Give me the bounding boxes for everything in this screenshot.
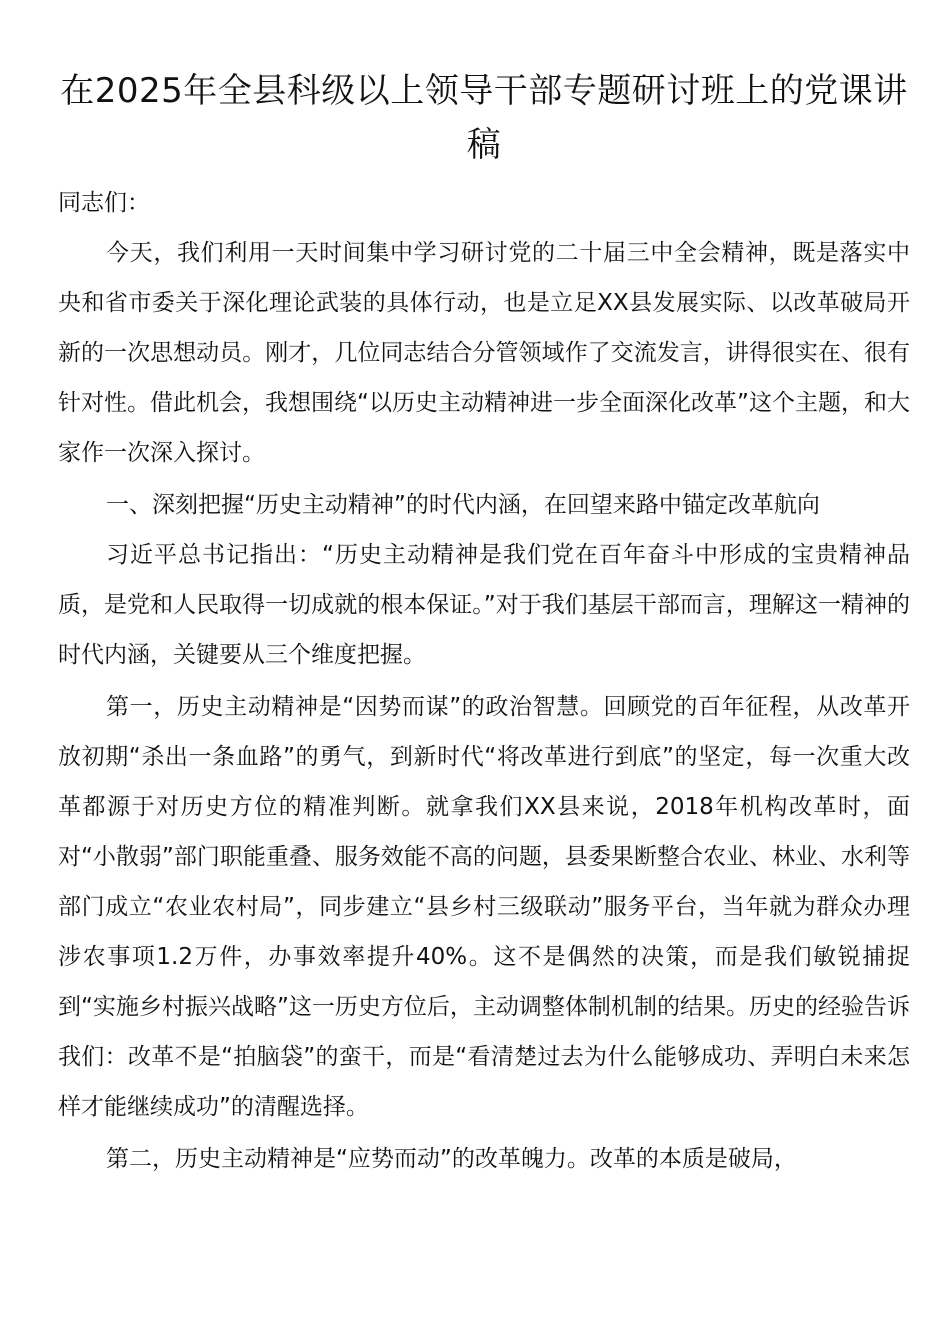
paragraph-quote: 习近平总书记指出：“历史主动精神是我们党在百年奋斗中形成的宝贵精神品质，是党和人民取得一切成就的根本保证。”对于我们基层干部而言，理解这一精神的时代内涵，关键要从三个维度把握。 xyxy=(58,542,910,668)
document-title: 在2025年全县科级以上领导干部专题研讨班上的党课讲稿 xyxy=(60,71,908,165)
paragraph-point-one: 第一，历史主动精神是“因势而谋”的政治智慧。回顾党的百年征程，从改革开放初期“杀出一条血路”的勇气，到新时代“将改革进行到底”的坚定，每一次重大改革都源于对历史方位的精准判断。就拿我们XX县来说，2018年机构改革时，面对“小散弱”部门职能重叠、服务效能不高的问题，县委果断整合农业、林业、水利等部门成立“农业农村局”，同步建立“县乡村三级联动”服务平台，当年就为群众办理涉农事项1.2万件，办事效率提升40%。这不是偶然的决策，而是我们敏锐捕捉到“实施乡村振兴战略”这一历史方位后，主动调整体制机制的结果。历史的经验告诉我们：改革不是“拍脑袋”的蛮干，而是“看清楚过去为什么能够成功、弄明白未来怎样才能继续成功”的清醒选择。 xyxy=(58,694,910,1120)
salutation: 同志们： xyxy=(58,190,150,216)
paragraph-point-two: 第二，历史主动精神是“应势而动”的改革魄力。改革的本质是破局， xyxy=(106,1146,797,1172)
paragraph-opening: 今天，我们利用一天时间集中学习研讨党的二十届三中全会精神，既是落实中央和省市委关于深化理论武装的具体行动，也是立足XX县发展实际、以改革破局开新的一次思想动员。刚才，几位同志结合分管领域作了交流发言，讲得很实在、很有针对性。借此机会，我想围绕“以历史主动精神进一步全面深化改革”这个主题，和大家作一次深入探讨。 xyxy=(58,240,910,466)
document-page xyxy=(58,64,910,1184)
section-heading-one: 一、深刻把握“历史主动精神”的时代内涵，在回望来路中锚定改革航向 xyxy=(106,492,820,518)
